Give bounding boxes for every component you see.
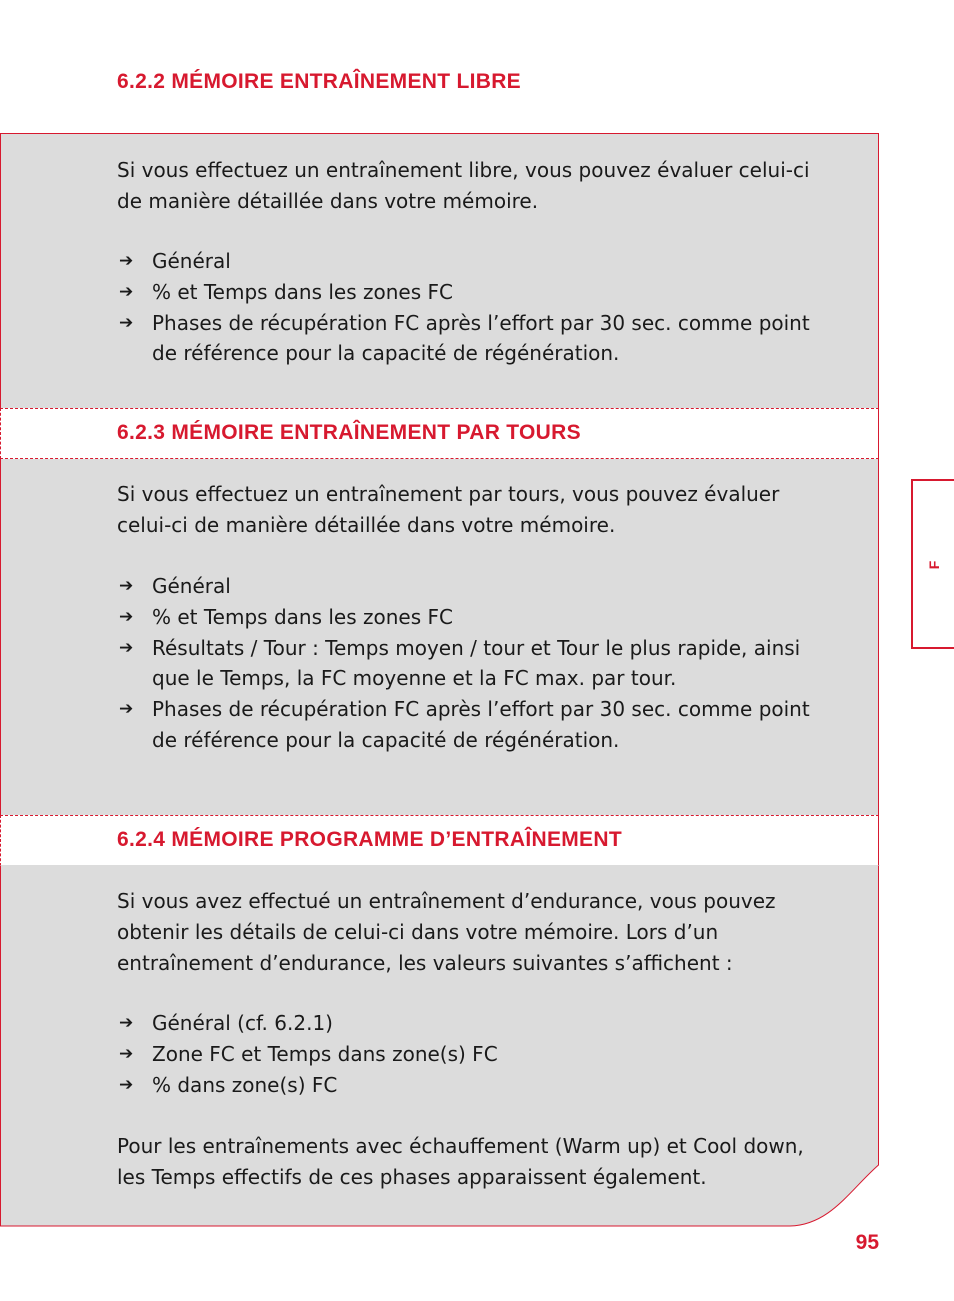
list-item-text: Phases de récupération FC après l’effort par 30 sec. comme point de référence pour la capacité de régénération.: [152, 310, 810, 366]
list-item: [117, 633, 837, 695]
list-item-text: Général: [152, 249, 231, 273]
list-item: [117, 602, 837, 633]
heading-6-2-3: 6.2.3 MÉMOIRE ENTRAÎNEMENT PAR TOURS: [117, 421, 581, 444]
heading-6-2-4: 6.2.4 MÉMOIRE PROGRAMME D’ENTRAÎNEMENT: [117, 828, 622, 851]
heading-6-2-2: 6.2.2 MÉMOIRE ENTRAÎNEMENT LIBRE: [117, 70, 521, 93]
arrow-right-icon: ➔: [119, 606, 134, 627]
list-item: [117, 1039, 837, 1070]
list-item-text: % et Temps dans les zones FC: [152, 604, 453, 629]
list-item-text: Général: [152, 574, 231, 598]
list-item: [117, 1070, 837, 1101]
list-item-text: Résultats / Tour : Temps moyen / tour et Tour le plus rapide, ainsi que le Temps, la FC moyenne et la FC max. par tour.: [152, 635, 801, 691]
list-item: [117, 571, 837, 602]
arrow-right-icon: ➔: [119, 312, 134, 333]
list-item: [117, 246, 837, 277]
list-item-text: % dans zone(s) FC: [152, 1072, 338, 1097]
list-item: [117, 1008, 837, 1039]
list-6-2-2: [117, 246, 837, 369]
intro-6-2-2: Si vous effectuez un entraînement libre, vous pouvez évaluer celui-ci de manière détaillée dans votre mémoire.: [117, 158, 810, 213]
intro-6-2-3: Si vous effectuez un entraînement par tours, vous pouvez évaluer celui-ci de manière détaillée dans votre mémoire.: [117, 482, 780, 537]
arrow-right-icon: ➔: [119, 699, 134, 720]
list-item: [117, 308, 837, 370]
list-item-text: % et Temps dans les zones FC: [152, 279, 453, 304]
list-item-text: Phases de récupération FC après l’effort par 30 sec. comme point de référence pour la capacité de régénération.: [152, 697, 810, 752]
arrow-right-icon: ➔: [119, 576, 134, 596]
arrow-right-icon: ➔: [119, 1043, 134, 1064]
language-tab: [911, 479, 954, 649]
arrow-right-icon: ➔: [119, 251, 134, 271]
arrow-right-icon: ➔: [119, 1013, 134, 1033]
list-6-2-3: [117, 571, 837, 756]
list-item: [117, 694, 837, 756]
list-item: [117, 277, 837, 308]
arrow-right-icon: ➔: [119, 281, 134, 302]
list-item-text: Zone FC et Temps dans zone(s) FC: [152, 1041, 498, 1066]
page-number: 95: [855, 1231, 879, 1254]
intro-6-2-4: Si vous avez effectué un entraînement d’endurance, vous pouvez obtenir les détails de celui-ci dans votre mémoire. Lors d’un entraînement d’endurance, les valeurs suivantes s’affichent :: [117, 889, 776, 975]
language-tab-label: F: [925, 560, 942, 570]
outro-6-2-4: Pour les entraînements avec échauffement (Warm up) et Cool down, les Temps effectifs de ces phases apparaissent également.: [117, 1134, 804, 1189]
arrow-right-icon: ➔: [119, 637, 134, 658]
list-item-text: Général (cf. 6.2.1): [152, 1011, 333, 1035]
arrow-right-icon: ➔: [119, 1074, 134, 1095]
list-6-2-4: [117, 1008, 837, 1100]
